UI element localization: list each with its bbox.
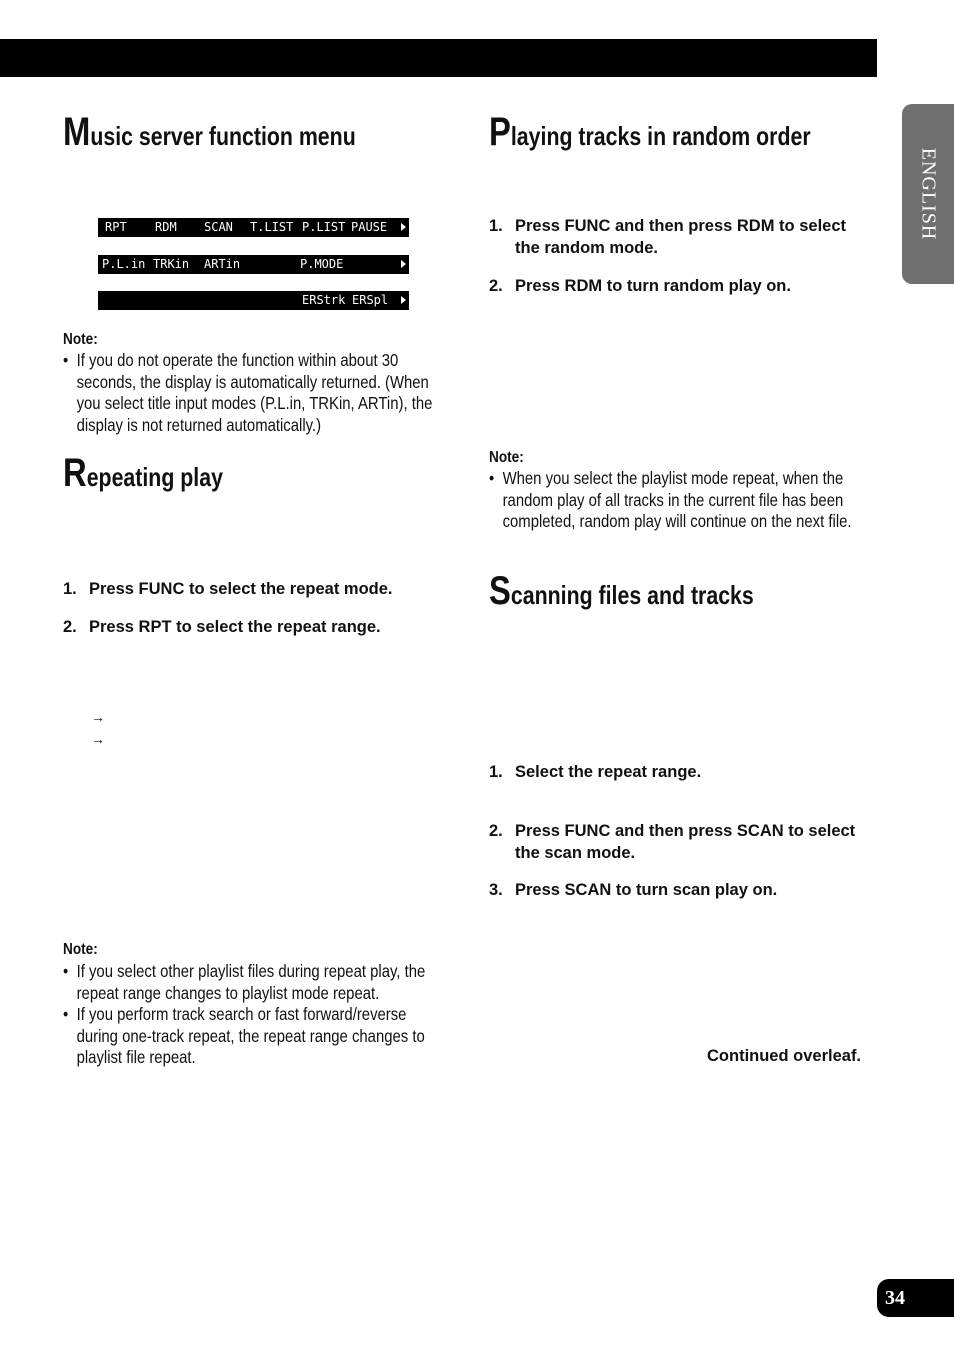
note-label: Note: <box>63 331 98 348</box>
repeat-step-1: 1. Press FUNC to select the repeat mode. <box>63 580 393 598</box>
random-note <box>489 468 876 533</box>
random-step-2: 2. Press RDM to turn random play on. <box>489 277 791 295</box>
random-heading: Playing tracks in random order <box>489 110 811 154</box>
lcd-row-3: ERStrk ERSpl <box>98 291 409 310</box>
note-label: Note: <box>63 941 98 958</box>
note-bullet: • If you select other playlist files during repeat play, the repeat range changes to playlist mode repeat. <box>63 961 441 1004</box>
scan-step-3: 3. Press SCAN to turn scan play on. <box>489 881 778 899</box>
continued-overleaf: Continued overleaf. <box>707 1047 862 1065</box>
note-bullet: • If you perform track search or fast forward/reverse during one-track repeat, the repeat range changes to playlist file repeat. <box>63 1004 441 1069</box>
lcd-row-2: P.L.in TRKin ARTin P.MODE <box>98 255 409 274</box>
music-heading: Music server function menu <box>63 110 356 154</box>
scan-step-2: 2. Press FUNC and then press SCAN to select the scan mode. <box>489 822 856 862</box>
header-bar <box>0 39 877 77</box>
repeat-heading: Repeating play <box>63 451 223 495</box>
language-tab-label: ENGLISH <box>917 147 940 241</box>
scan-step-1: 1. Select the repeat range. <box>489 763 702 781</box>
lcd-arrow-icon <box>401 296 406 304</box>
right-arrow-icon: → <box>91 709 105 725</box>
music-note <box>63 350 441 436</box>
note-label: Note: <box>489 449 524 466</box>
repeat-notes <box>63 961 441 1069</box>
random-step-1: 1. Press FUNC and then press RDM to select the random mode. <box>489 217 846 257</box>
right-arrow-icon: → <box>91 731 105 747</box>
page-number: 34 <box>877 1279 954 1317</box>
note-bullet: • If you do not operate the function within about 30 seconds, the display is automatically returned. (When you select title input modes (P.L.in, TRKin, ARTin), the display is not returned automatically.) <box>63 350 441 436</box>
language-tab <box>902 104 954 284</box>
lcd-arrow-icon <box>401 260 406 268</box>
scan-heading: Scanning files and tracks <box>489 569 754 613</box>
note-bullet: • When you select the playlist mode repeat, when the random play of all tracks in the current file has been completed, random play will continue on the next file. <box>489 468 876 533</box>
lcd-row-1: RPT RDM SCAN T.LIST P.LIST PAUSE <box>98 218 409 237</box>
lcd-arrow-icon <box>401 223 406 231</box>
repeat-step-2: 2. Press RPT to select the repeat range. <box>63 618 381 636</box>
